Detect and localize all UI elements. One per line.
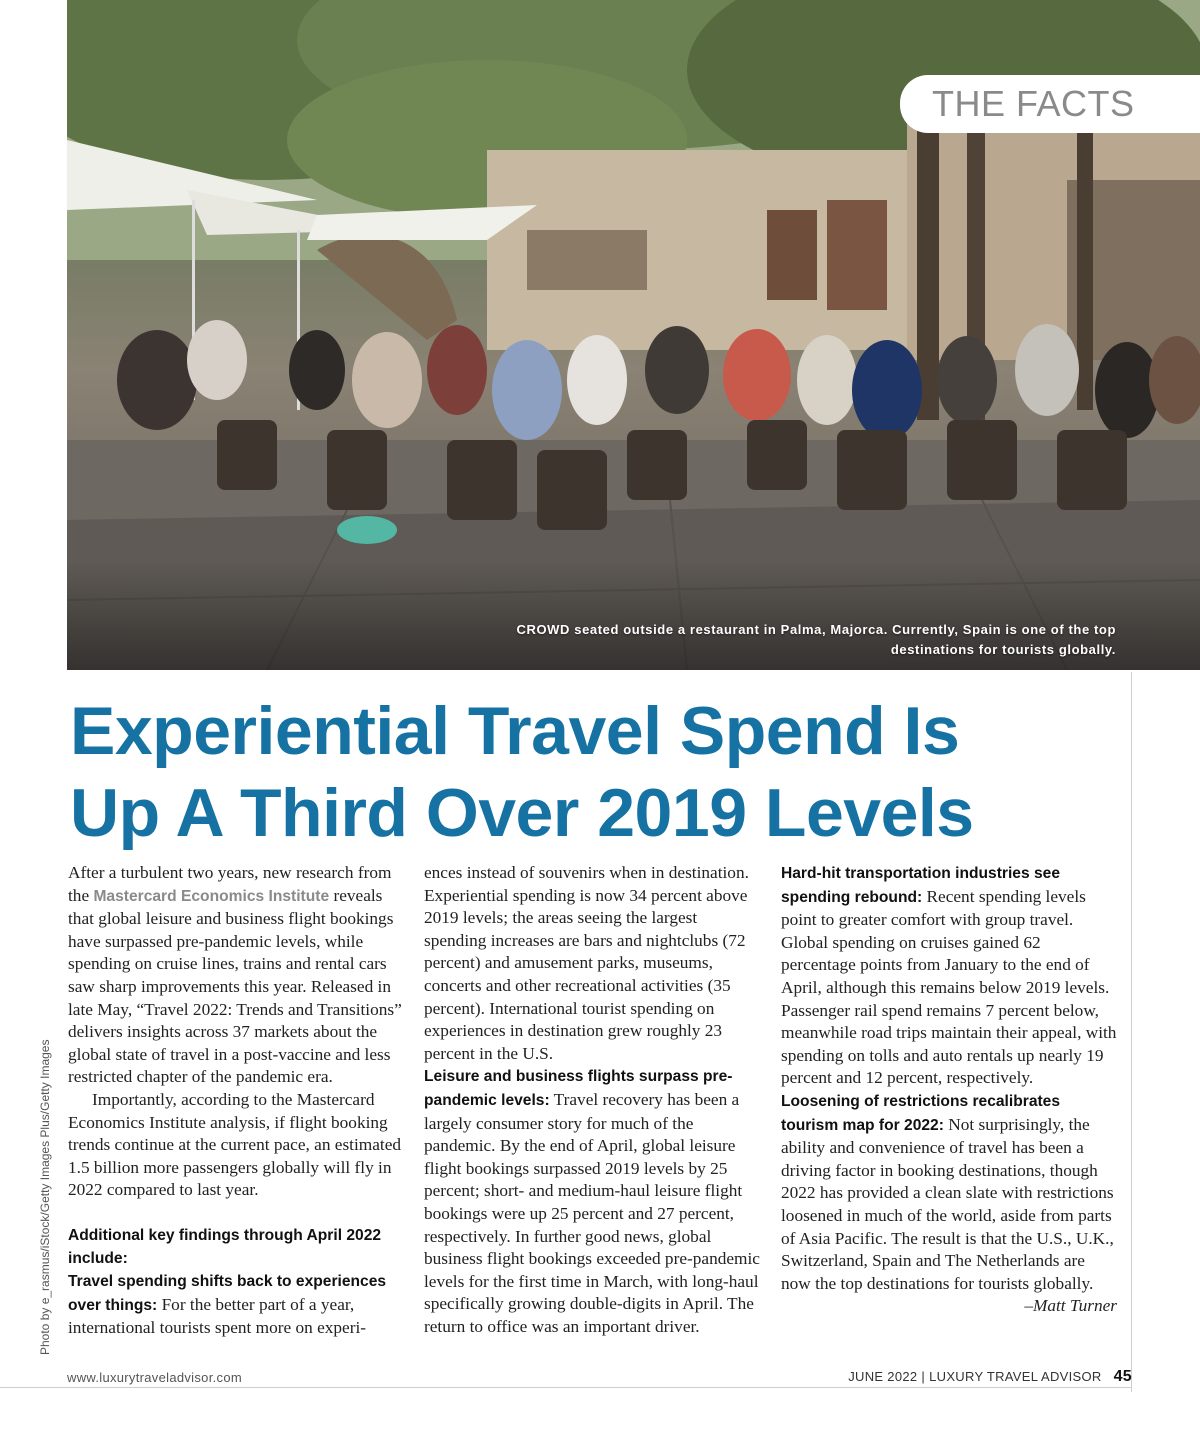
spacer xyxy=(68,1202,406,1225)
paragraph: Importantly, according to the Mastercard Economics Institute analysis, if flight booking trends continue at the current pace, an estimated 1.5 billion more passengers globally will fly in 2022 compared to last year. xyxy=(68,1089,402,1200)
text: Not surprisingly, the ability and convenience of travel has been a driving factor in booking destinations, though 2022 has provided a clean slate with restrictions loosened in much of the world, aside from parts of Asia Pacific. The result is that the U.S., U.K., Switzerland, Spain and The Netherlands are now the top destinations for tourists globally. xyxy=(781,1114,1114,1293)
text: Recent spending levels point to greater comfort with group travel. Global spending on cruises gained 62 percentage points from January to the end of April, although this remains below 2019 levels. Passenger rail spend remains 7 percent below, meanwhile road trips maintain their appeal, with spending on tolls and auto rentals up nearly 19 percent and 12 percent, respectively. xyxy=(781,886,1117,1088)
folio-separator: | xyxy=(921,1369,926,1384)
article-column-2 xyxy=(424,862,762,1338)
issue-date: JUNE 2022 xyxy=(848,1369,918,1384)
article-column-3 xyxy=(781,862,1117,1318)
publication-name: LUXURY TRAVEL ADVISOR xyxy=(929,1369,1102,1384)
text: For the better part of a year, international tourists spent more on experi- xyxy=(68,1294,367,1338)
section-label: THE FACTS xyxy=(900,75,1200,133)
column-divider xyxy=(1131,672,1132,1392)
text: Travel recovery has been a largely consumer story for much of the pandemic. By the end of April, global leisure flight bookings surpassed 2019 levels by 25 percent; short- and medium-haul leisure flight bookings were up 25 percent and 27 percent, respectively. In further good news, global business flight bookings exceeded pre-pandemic levels for the first time in March, with long-haul specifically growing double-digits in April. The return to office was an important driver. xyxy=(424,1089,760,1336)
article-column-1 xyxy=(68,862,406,1340)
footer-url[interactable]: www.luxurytraveladvisor.com xyxy=(67,1370,242,1385)
paragraph xyxy=(781,1090,1117,1295)
photo-credit: Photo by e_rasmus/iStock/Getty Images Plus/Getty Images xyxy=(38,1039,52,1355)
paragraph: ences instead of souvenirs when in destination. Experiential spending is now 34 percent above 2019 levels; the areas seeing the largest spending increases are bars and nightclubs (72 percent) and amusement parks, museums, concerts and other recreational activities (35 percent). International tourist spending on experiences in destination grew roughly 23 percent in the U.S. xyxy=(424,863,749,1063)
photo-caption: CROWD seated outside a restaurant in Palma, Majorca. Currently, Spain is one of the top destinations for tourists globally. xyxy=(516,622,1116,657)
org-name: Mastercard Economics Institute xyxy=(93,887,330,905)
paragraph xyxy=(68,1270,406,1340)
footer-folio xyxy=(848,1368,1132,1386)
byline: –Matt Turner xyxy=(1024,1296,1117,1316)
paragraph xyxy=(781,862,1117,1090)
run-in-heading: Loosening of restrictions recalibrates tourism map for 2022: xyxy=(781,1092,1061,1134)
text: reveals that global leisure and business flight bookings have surpassed pre-pandemic levels, while spending on cruise lines, trains and rental cars saw sharp improvements this year. Released in late May, “Travel 2022: Trends and Transitions” delivers insights across 37 markets about the global state of travel in a post-vaccine and less restricted chapter of the pandemic era. xyxy=(68,885,402,1087)
run-in-heading: Hard-hit transportation industries see spending rebound: xyxy=(781,865,1060,906)
headline-line-2: Up A Third Over 2019 Levels xyxy=(70,775,974,851)
run-in-heading: Leisure and business flights surpass pre-pandemic levels: xyxy=(424,1068,733,1109)
page-number: 45 xyxy=(1113,1368,1132,1385)
footer-rule xyxy=(0,1387,1132,1388)
subheading: Additional key findings through April 2022 include: xyxy=(68,1226,382,1267)
headline-line-1: Experiential Travel Spend Is xyxy=(70,693,960,769)
paragraph xyxy=(424,1065,762,1338)
text: After a turbulent two years, new research from the xyxy=(68,863,392,905)
run-in-heading: Travel spending shifts back to experiences over things: xyxy=(68,1273,387,1314)
article-headline xyxy=(70,690,1130,854)
paragraph xyxy=(68,862,406,1089)
